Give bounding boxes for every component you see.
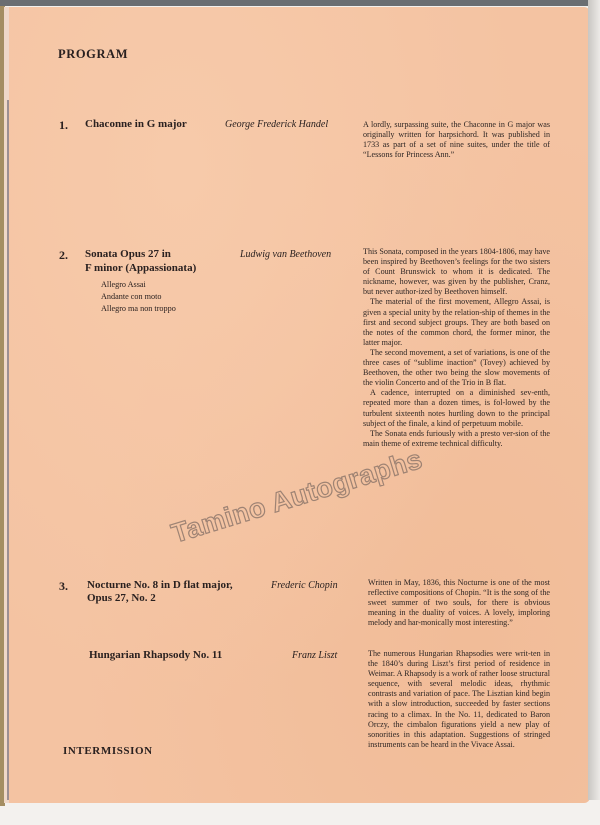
item-description <box>368 649 550 750</box>
description-paragraph: A lordly, surpassing suite, the Chaconne in G major was originally written for harpsichord. It was published in 1733 as part of a set of nine suites, under the title of “Lessons for Princess Ann.” <box>363 120 550 160</box>
item-description <box>363 120 550 160</box>
description-paragraph: Written in May, 1836, this Nocturne is one of the most reflective compositions of Chopin. “It is the song of the sweet summer of two souls, for there is obvious meaning in the duality of voices. A lovely, imploring melody and har-monically most interesting.” <box>368 578 550 628</box>
intermission-label: INTERMISSION <box>63 745 153 757</box>
item-title: Hungarian Rhapsody No. 11 <box>89 649 223 661</box>
item-title: Opus 27, No. 2 <box>87 592 156 604</box>
watermark: Tamino Autographs <box>168 443 426 549</box>
item-number: 1. <box>59 118 68 132</box>
item-description <box>363 247 550 449</box>
movement: Andante con moto <box>101 292 162 301</box>
scan-right-edge <box>588 0 600 800</box>
description-paragraph: This Sonata, composed in the years 1804-1806, may have been inspired by Beethoven’s feelings for the two sisters of Count Brunswick to whom it is dedicated. The nickname, however, was given by the publisher, Cranz, but never author-ized by Beethoven himself. <box>363 247 551 297</box>
item-composer: George Frederick Handel <box>225 119 329 130</box>
scan-top-edge <box>0 0 600 6</box>
item-composer: Franz Liszt <box>292 650 338 661</box>
description-paragraph: The second movement, a set of variations, is one of the three cases of “sublime inaction” (Tovey) achieved by Beethoven, the other two being the slow movements of the violin Concerto and of the Trio in B flat. <box>363 347 550 388</box>
description-paragraph: The Sonata ends furiously with a presto ver-sion of the main theme of extreme technical difficulty. <box>363 428 550 448</box>
movement: Allegro ma non troppo <box>101 304 176 313</box>
item-title: Chaconne in G major <box>85 118 187 130</box>
item-composer: Frederic Chopin <box>271 580 338 591</box>
description-paragraph: The material of the first movement, Allegro Assai, is given a special unity by the relation-ship of themes in the first and second subject groups. They are both based on the notes of the common chord, the former minor, the latter major. <box>363 297 550 347</box>
item-number: 3. <box>59 579 68 593</box>
description-paragraph: A cadence, interrupted on a diminished sev-enth, repeated more than a dozen times, is fol-lowed by the turbulent sixteenth notes hurtling down to the principal subject of the finale, a kind of perpetuum mobile. <box>363 388 550 428</box>
description-paragraph: The numerous Hungarian Rhapsodies were writ-ten in the 1840’s during Liszt’s first period of residence in Weimar. A Rhapsody is a work of rather loose structural sequence, with several melodic ideas, rhythmic contrasts and variation of pace. The Lisztian kind begin with a slow introduction, succeeded by faster sections racing to a climax. In the No. 11, dedicated to Baron Orczy, the cimbalon figurations yield a new play of sonorities in this adaptation. Suggestions of stringed instruments can be heard in the Vivace Assai. <box>368 649 550 749</box>
item-description <box>368 578 550 628</box>
item-title: F minor (Appassionata) <box>85 262 197 274</box>
program-heading: PROGRAM <box>58 47 129 61</box>
page-spine-shadow <box>7 100 9 800</box>
item-number: 2. <box>59 248 68 262</box>
movement: Allegro Assai <box>101 280 146 289</box>
item-title: Nocturne No. 8 in D flat major, <box>87 579 233 591</box>
item-composer: Ludwig van Beethoven <box>240 249 332 260</box>
item-title: Sonata Opus 27 in <box>85 248 171 260</box>
